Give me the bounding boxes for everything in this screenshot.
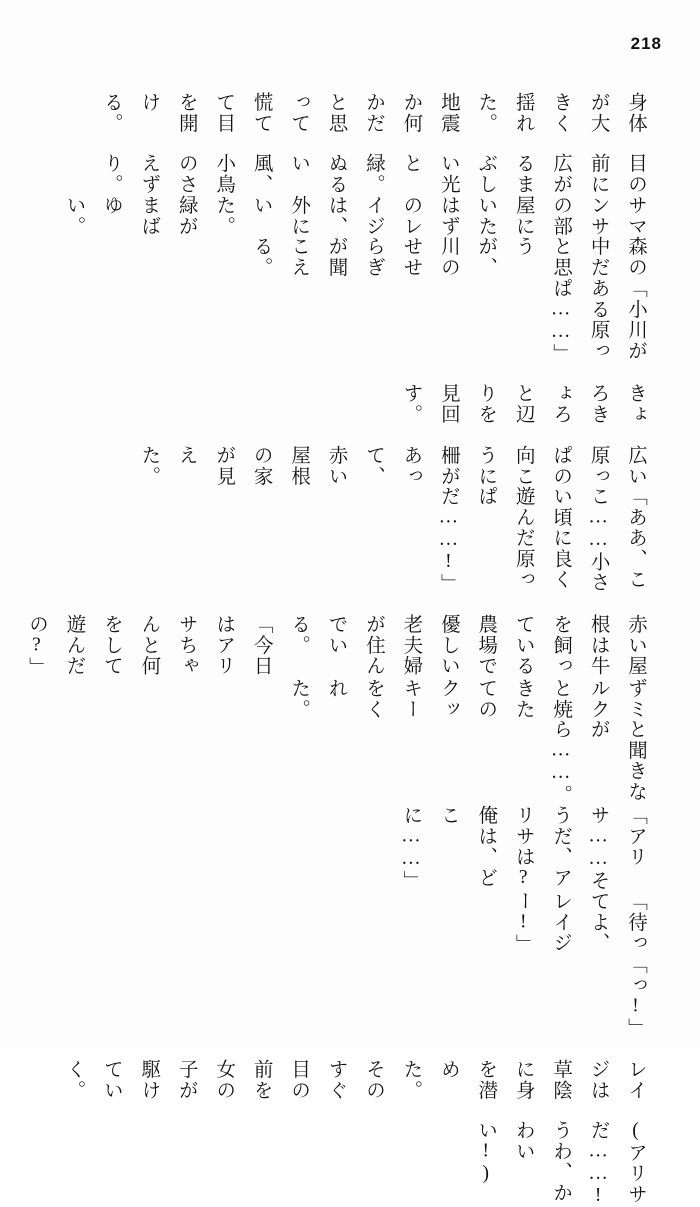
paragraph: 「ああ、ここ……小さい頃に良く遊んだ原っぱだ……!」 [437,486,646,595]
paragraph: ずミルクと焼きたてのクッキーをくれた。 [288,677,646,720]
paragraph: 「小川がある原っぱ……」 [550,277,646,364]
paragraph: サマンサの部屋にいたはずのレイジは、外にいた。緑がまばゆい。 [63,194,646,237]
paragraph: 赤い屋根は牛を飼っている農場で優しい老夫婦が住んでいる。「今日はアリサちゃんと何をして遊んだの?」 [26,614,646,678]
vertical-text-body [26,72,654,1207]
paragraph: 目の前に広がるまぶしい光と緑。ぬるい風、小鳥のさえずり。 [100,153,646,195]
paragraph: 「アリサ……そうだ、アリサは? 俺は、どこに……」 [400,805,646,891]
paragraph: 広い原っぱの向こうに柵があって、赤い屋根の家が見えた。 [138,444,646,487]
paragraph: きょろきょろと辺りを見回す。 [400,383,646,425]
paragraph: 森の中だと思うが、川のせせらぎが聞こえる。 [250,236,646,278]
paragraph: レイジは草陰に身を潜めた。そのすぐ目の前を女の子が駆けていく。 [63,1058,646,1101]
paragraph: 「っ!」 [625,954,646,1039]
page-number: 218 [630,34,662,53]
paragraph: 身体が大きく揺れた。地震か何かだと思って慌てて目を開ける。 [100,92,646,134]
paragraph: (アリサだ……! うわ、かわいい!) [475,1120,646,1207]
paragraph: 「待ってよ、レイジー!」 [512,890,646,955]
paragraph: と聞きながら……。 [550,719,646,806]
